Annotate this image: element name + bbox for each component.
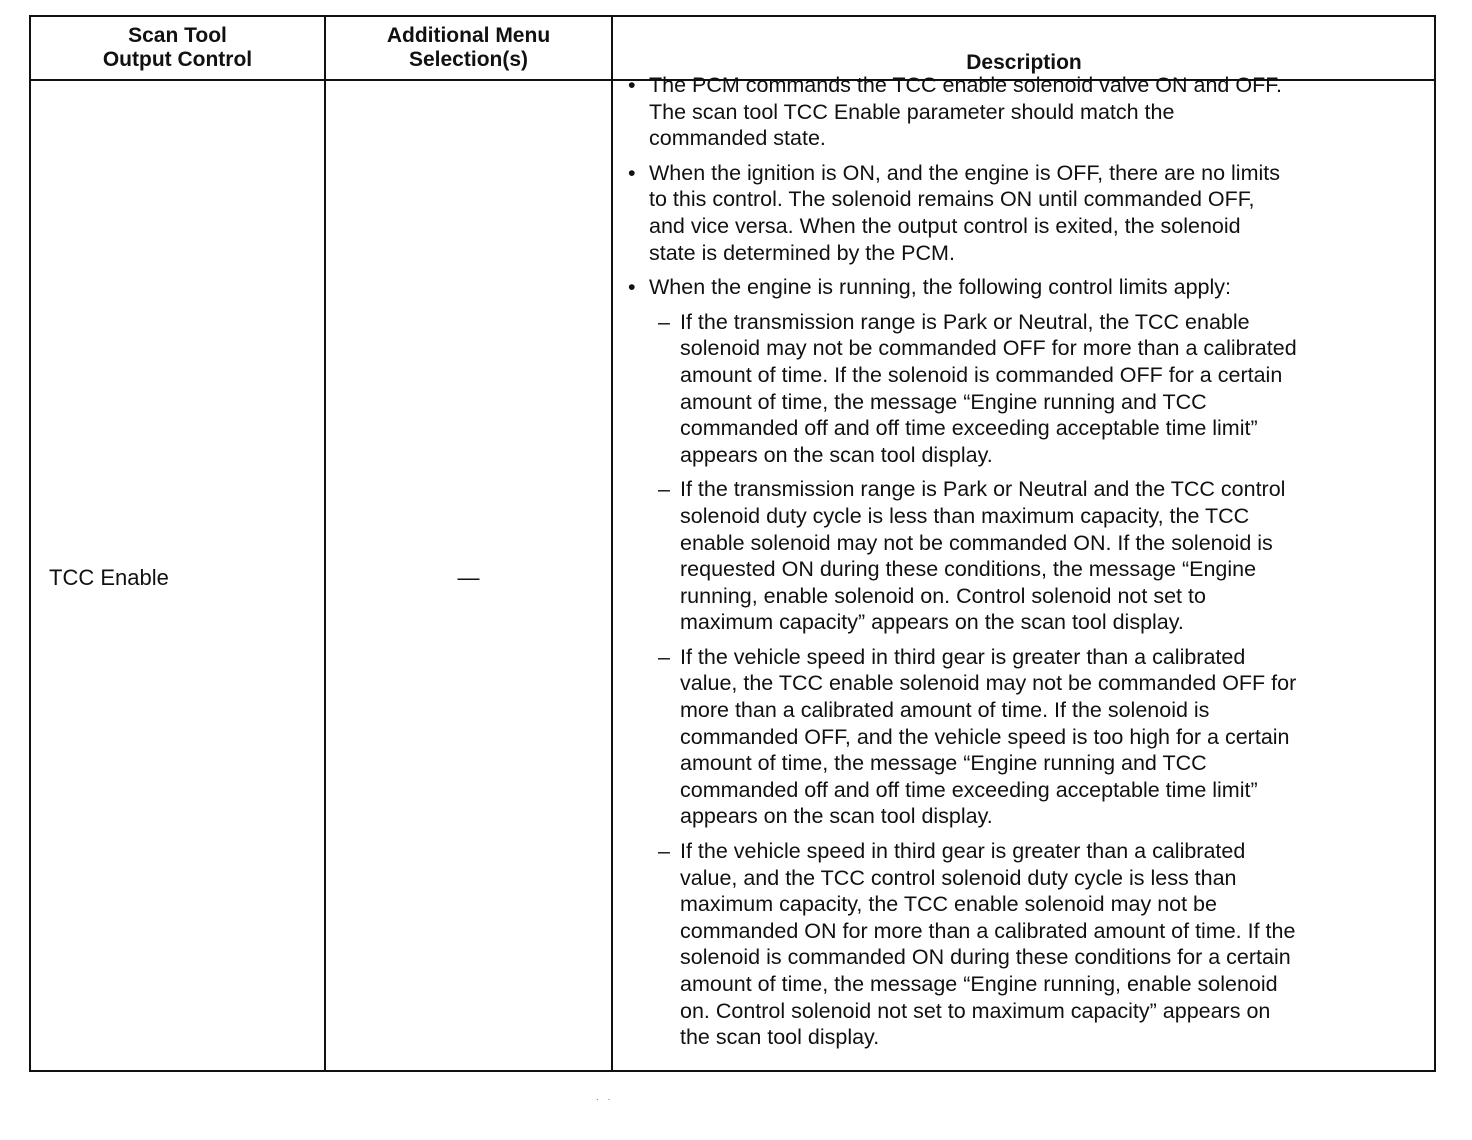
header-line: Selection(s) [408,48,529,71]
text-line: commanded OFF, and the vehicle speed is too high for a certain [680,724,1290,749]
sub-item-mark: – [658,477,670,502]
text-line: If the vehicle speed in third gear is greater than a calibrated [680,644,1246,669]
stray-marks: . . [596,1092,614,1103]
text-line: commanded off and off time exceeding acceptable time limit” [680,416,1258,441]
text-line: the scan tool display. [680,1025,880,1050]
text-line: If the transmission range is Park or Neutral and the TCC control [680,477,1286,502]
header-additional-menu-selections [326,17,611,79]
sub-item [618,644,1400,830]
header-scan-tool-output-control [31,17,324,79]
header-line: Additional Menu [386,24,551,47]
text-line: more than a calibrated amount of time. If the solenoid is [680,698,1210,723]
sub-item-mark: – [658,839,670,864]
text-line: amount of time, the message “Engine running and TCC [680,751,1207,776]
column-divider [611,17,613,1070]
text-line: If the transmission range is Park or Neutral, the TCC enable [680,309,1250,334]
text-line: value, the TCC enable solenoid may not be commanded OFF for [680,671,1297,696]
header-line: Description [966,51,1082,74]
header-line: Output Control [102,48,253,71]
text-line: The scan tool TCC Enable parameter should match the [649,99,1175,124]
header-line: Scan Tool [128,24,227,47]
bullet-item-mark: • [628,160,636,185]
text-line: enable solenoid may not be commanded ON. If the solenoid is [680,530,1273,555]
text-line: amount of time, the message “Engine running and TCC [680,389,1207,414]
text-line: maximum capacity” appears on the scan tool display. [680,610,1184,635]
text-line: appears on the scan tool display. [680,804,993,829]
text-line: When the ignition is ON, and the engine is OFF, there are no limits [649,160,1280,185]
bullet-item [618,72,1400,152]
sub-item-mark: – [658,644,670,669]
description-cell [618,72,1400,1059]
sub-item-mark: – [658,309,670,334]
text-line: on. Control solenoid not set to maximum capacity” appears on [680,998,1271,1023]
text-line: The PCM commands the TCC enable solenoid valve ON and OFF. [649,73,1282,97]
text-line: solenoid duty cycle is less than maximum capacity, the TCC [680,503,1250,528]
text-line: commanded state. [649,126,826,151]
sub-item-list [618,309,1400,1051]
sub-item [618,476,1400,636]
bullet-item [618,160,1400,266]
text-line: running, enable solenoid on. Control solenoid not set to [680,583,1206,608]
text-line: amount of time, the message “Engine running, enable solenoid [680,972,1278,996]
bullet-item-mark: • [628,275,636,300]
output-control-name: TCC Enable [49,565,169,590]
text-line: solenoid is commanded ON during these conditions for a certain [680,945,1291,970]
text-line: If the vehicle speed in third gear is greater than a calibrated [680,839,1246,864]
text-line: amount of time. If the solenoid is commanded OFF for a certain [680,362,1283,387]
sub-item [618,309,1400,469]
menu-selection-value: — [457,565,480,590]
text-line: commanded ON for more than a calibrated amount of time. If the [680,918,1296,943]
bullet-item [618,274,1400,301]
sub-item [618,838,1400,1051]
bullet-list [618,72,1400,301]
text-line: to this control. The solenoid remains ON until commanded OFF, [649,187,1255,212]
text-line: maximum capacity, the TCC enable solenoid may not be [680,892,1217,917]
text-line: When the engine is running, the following control limits apply: [649,275,1232,300]
text-line: value, and the TCC control solenoid duty cycle is less than [680,865,1237,890]
text-line: solenoid may not be commanded OFF for more than a calibrated [680,336,1297,361]
text-line: requested ON during these conditions, the message “Engine [680,557,1257,582]
bullet-item-mark: • [628,73,636,97]
text-line: state is determined by the PCM. [649,240,955,265]
column-divider [324,17,326,1070]
text-line: commanded off and off time exceeding acceptable time limit” [680,777,1258,802]
header-description [613,17,1435,79]
text-line: appears on the scan tool display. [680,442,993,467]
text-line: and vice versa. When the output control is exited, the solenoid [649,213,1241,238]
